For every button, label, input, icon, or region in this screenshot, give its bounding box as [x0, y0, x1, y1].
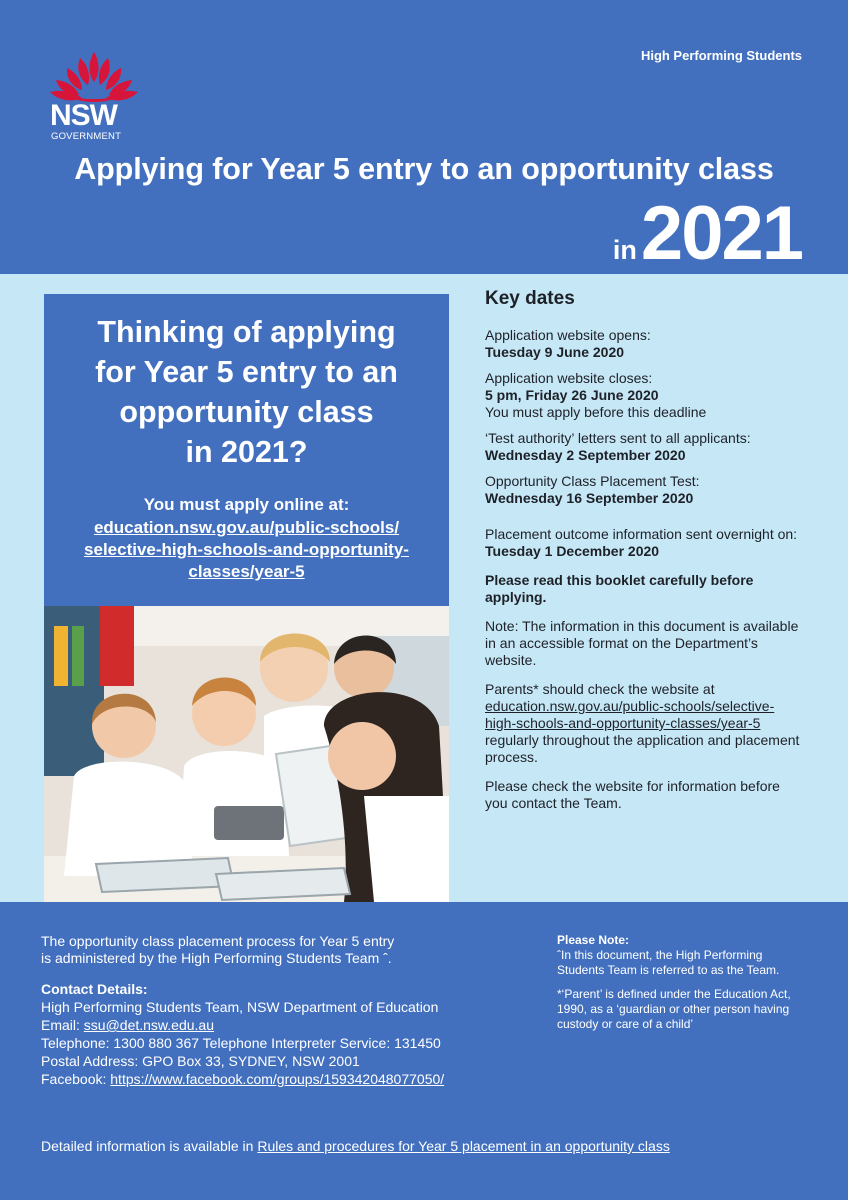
- key-dates-title: Key dates: [485, 288, 575, 309]
- detail-prefix: Detailed information is available in: [41, 1138, 258, 1154]
- parents-intro: Parents* should check the website at: [485, 681, 715, 697]
- key-date-value: Wednesday 16 September 2020: [485, 490, 694, 506]
- contact-telephone: Telephone: 1300 880 367 Telephone Interpreter Service: 131450: [41, 1035, 441, 1051]
- promo-heading-line: opportunity class: [119, 395, 374, 429]
- key-date-value: Tuesday 1 December 2020: [485, 543, 660, 559]
- page-title: Applying for Year 5 entry to an opportunity class: [74, 152, 774, 186]
- read-booklet-line: applying.: [485, 589, 547, 605]
- government-wordmark: GOVERNMENT: [51, 131, 122, 142]
- students-with-tablets-photo: [44, 606, 449, 902]
- apply-url-link[interactable]: [44, 517, 449, 583]
- note2-line: custody or care of a child’: [557, 1017, 694, 1031]
- apply-url-line[interactable]: education.nsw.gov.au/public-schools/: [93, 518, 400, 537]
- note2-line: 1990, as a ‘guardian or other person having: [557, 1002, 790, 1016]
- year-number: 2021: [640, 191, 802, 276]
- facebook-link[interactable]: https://www.facebook.com/groups/159342048077050/: [110, 1071, 445, 1087]
- key-date-value: 5 pm, Friday 26 June 2020: [485, 387, 659, 403]
- admin-statement: [41, 933, 394, 967]
- contact-details: [41, 980, 444, 1088]
- apply-promo-box: [44, 294, 449, 606]
- admin-line: is administered by the High Performing Students Team ˆ.: [41, 950, 392, 966]
- check-line: you contact the Team.: [485, 795, 622, 811]
- note-line: website.: [485, 652, 537, 668]
- program-tag: High Performing Students: [640, 48, 802, 63]
- email-link[interactable]: ssu@det.nsw.edu.au: [83, 1017, 214, 1033]
- contact-email-row: [41, 1016, 444, 1034]
- detailed-info-line: [41, 1138, 670, 1154]
- year-heading: [613, 190, 802, 277]
- apply-url-line[interactable]: classes/year-5: [188, 562, 305, 581]
- note1-line: ˆIn this document, the High Performing: [557, 948, 763, 962]
- header-banner: [0, 0, 848, 274]
- promo-heading-line: Thinking of applying: [97, 315, 396, 349]
- key-date-label: Application website opens:: [485, 327, 651, 343]
- note2-line: *‘Parent’ is defined under the Education Act,: [557, 987, 791, 1001]
- read-booklet-line: Please read this booklet carefully before: [485, 572, 754, 588]
- key-date-label: Application website closes:: [485, 370, 653, 386]
- note1-line: Students Team is referred to as the Team.: [557, 963, 780, 977]
- key-date-extra: You must apply before this deadline: [485, 404, 707, 420]
- key-date-item: [485, 327, 815, 361]
- email-label: Email:: [41, 1017, 84, 1033]
- key-date-label: Placement outcome information sent overnight on:: [485, 526, 798, 542]
- note-line: in an accessible format on the Department’s: [485, 635, 758, 651]
- key-date-value: Wednesday 2 September 2020: [485, 447, 686, 463]
- parents-after-line: process.: [485, 749, 538, 765]
- parents-website-link[interactable]: education.nsw.gov.au/public-schools/selective-: [485, 698, 775, 714]
- nsw-wordmark: NSW: [50, 99, 117, 132]
- contact-org: High Performing Students Team, NSW Department of Education: [41, 999, 439, 1015]
- key-date-item: [485, 526, 815, 560]
- please-note-title: Please Note:: [557, 933, 630, 947]
- key-date-label: ‘Test authority’ letters sent to all applicants:: [485, 430, 751, 446]
- parents-check-note: [485, 681, 815, 766]
- please-note-section: [557, 933, 817, 1032]
- year-prefix: in: [612, 235, 637, 265]
- parents-after-line: regularly throughout the application and placement: [485, 732, 800, 748]
- contact-title: Contact Details:: [41, 981, 148, 997]
- key-date-value: Tuesday 9 June 2020: [485, 344, 625, 360]
- contact-postal: Postal Address: GPO Box 33, SYDNEY, NSW 2001: [41, 1053, 360, 1069]
- note-line: Note: The information in this document is available: [485, 618, 799, 634]
- parents-website-link[interactable]: high-schools-and-opportunity-classes/year-5: [485, 715, 761, 731]
- accessibility-note: [485, 618, 815, 669]
- apply-online-text: You must apply online at:: [143, 495, 350, 514]
- key-date-item: [485, 473, 815, 507]
- key-date-item: [485, 430, 815, 464]
- admin-line: The opportunity class placement process for Year 5 entry: [41, 933, 395, 949]
- read-booklet-notice: [485, 572, 815, 606]
- check-line: Please check the website for information before: [485, 778, 780, 794]
- promo-heading: [44, 312, 449, 472]
- contact-facebook-row: [41, 1070, 444, 1088]
- facebook-label: Facebook:: [41, 1071, 111, 1087]
- check-website-note: [485, 778, 815, 812]
- rules-procedures-link[interactable]: Rules and procedures for Year 5 placement in an opportunity class: [257, 1138, 670, 1154]
- key-date-label: Opportunity Class Placement Test:: [485, 473, 700, 489]
- key-date-item: [485, 370, 815, 421]
- promo-heading-line: in 2021?: [185, 435, 308, 469]
- promo-heading-line: for Year 5 entry to an: [95, 355, 398, 389]
- key-dates-section: [485, 290, 815, 821]
- apply-url-line[interactable]: selective-high-schools-and-opportunity-: [84, 540, 409, 559]
- footer-panel: [0, 902, 848, 1200]
